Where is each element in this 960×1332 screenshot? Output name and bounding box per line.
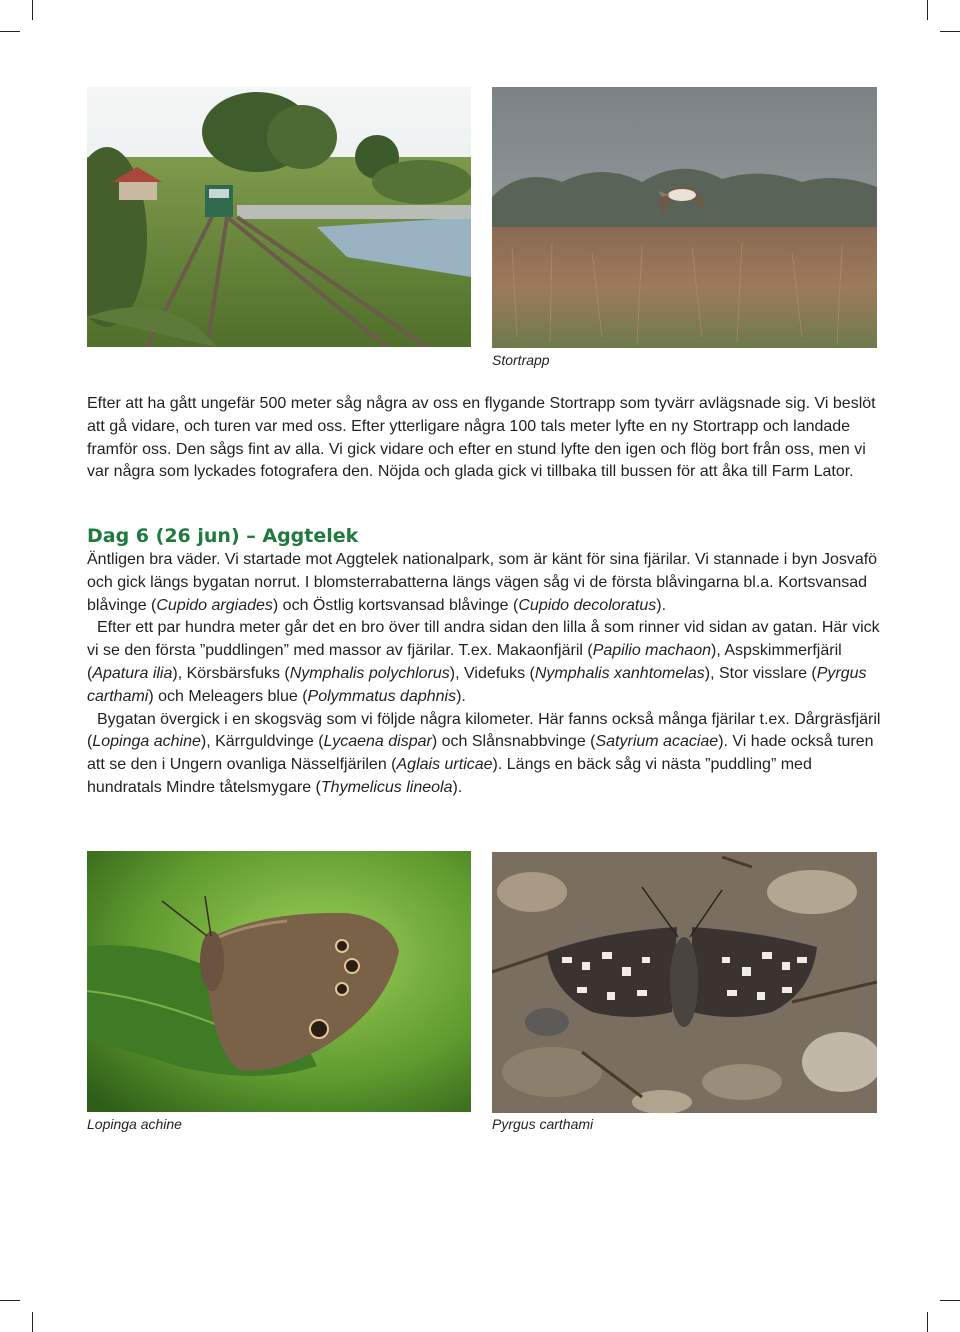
text-run: ) och Meleagers blue ( <box>148 687 308 705</box>
stortrapp-photo <box>492 87 877 348</box>
day6-heading: Dag 6 (26 jun) – Aggtelek <box>87 525 359 547</box>
day6-paragraph-2 <box>87 617 887 708</box>
text-run: ), Kärrguldvinge ( <box>200 733 324 751</box>
crop-mark-top-right-horizontal <box>940 31 960 32</box>
crop-mark-bottom-left-horizontal <box>0 1300 20 1301</box>
day6-body <box>87 549 887 800</box>
day6-paragraph-1 <box>87 549 887 617</box>
text-run: ), Videfuks ( <box>449 664 535 682</box>
species-name: Satyrium acaciae <box>595 733 719 751</box>
crop-mark-bottom-left-vertical <box>32 1312 33 1332</box>
species-name: Lycaena dispar <box>323 733 432 751</box>
text-run: Bygatan övergick i en skogsväg som vi följde några kilometer. Här fanns också många fjärilar t.ex. Dårgräsfjäril ( <box>87 710 881 751</box>
text-run: Äntligen bra väder. Vi startade mot Aggtelek nationalpark, som är känt för sina fjärilar. Vi stannade i byn Josvafö och gick längs bygatan norrut. I blomsterrabatterna längs vägen såg vi de första blåvingarna bl.a. Kortsvansad blåvinge ( <box>87 551 878 614</box>
text-run: ). Längs en bäck såg vi nästa ”puddling” med hundratals Mindre tåtelsmygare ( <box>87 756 812 796</box>
species-name: Thymelicus lineola <box>320 778 453 796</box>
species-name: Aglais urticae <box>396 756 493 774</box>
text-run: ). <box>456 687 466 705</box>
crop-mark-bottom-right-horizontal <box>940 1300 960 1301</box>
stortrapp-caption: Stortrapp <box>492 352 550 368</box>
lopinga-achine-photo <box>87 851 471 1112</box>
species-name: Nymphalis polychlorus <box>289 664 450 682</box>
text-run: ). <box>656 596 667 614</box>
text-run: ) och Slånsnabbvinge ( <box>431 733 596 751</box>
species-name: Nymphalis xanhtomelas <box>534 664 705 682</box>
text-run: ). Vi hade också turen att se den i Ungern ovanliga Nässelfjärilen ( <box>87 733 874 774</box>
pyrgus-carthami-photo <box>492 852 877 1113</box>
text-run: ), Körsbärsfuks ( <box>172 664 290 682</box>
species-name: Papilio machaon <box>592 642 711 660</box>
species-name: Pyrgus carthami <box>87 664 867 705</box>
intro-paragraph <box>87 393 887 484</box>
intro-text: Efter att ha gått ungefär 500 meter såg några av oss en flygande Stortrapp som tyvärr avlägsnade sig. Vi beslöt att gå vidare, och turen var med oss. Efter ytterligare några 100 tals meter lyfte en ny Stortrapp och landade framför oss. Den sågs fint av alla. Vi gick vidare och efter en stund lyfte den igen och flög bort från oss, men vi var några som lyckades fotografera den. Nöjda och glada gick vi tillbaka till bussen för att åka till Farm Lator. <box>87 395 876 481</box>
crop-mark-top-left-horizontal <box>0 31 20 32</box>
species-name: Cupido decoloratus <box>518 596 657 614</box>
text-run: ). <box>452 778 463 796</box>
lopinga-achine-caption: Lopinga achine <box>87 1116 182 1132</box>
species-name: Cupido argiades <box>156 596 273 614</box>
species-name: Polymmatus daphnis <box>307 687 457 705</box>
text-run: ), Aspskimmerfjäril ( <box>87 642 842 682</box>
pyrgus-carthami-caption: Pyrgus carthami <box>492 1116 594 1132</box>
species-name: Apatura ilia <box>92 664 173 682</box>
railway-landscape-photo <box>87 87 471 347</box>
text-run: Efter ett par hundra meter går det en bro över till andra sidan den lilla å som rinner vid sidan av gatan. Här vick vi se den första ”puddlingen” med massor av fjärilar. T.ex. Makaonfjäril ( <box>87 619 880 660</box>
species-name: Lopinga achine <box>92 733 201 751</box>
text-run: ) och Östlig kortsvansad blåvinge ( <box>272 596 519 614</box>
crop-mark-bottom-right-vertical <box>927 1312 928 1332</box>
day6-paragraph-3 <box>87 709 887 800</box>
crop-mark-top-right-vertical <box>927 0 928 20</box>
text-run: ), Stor visslare ( <box>704 664 817 682</box>
crop-mark-top-left-vertical <box>32 0 33 20</box>
